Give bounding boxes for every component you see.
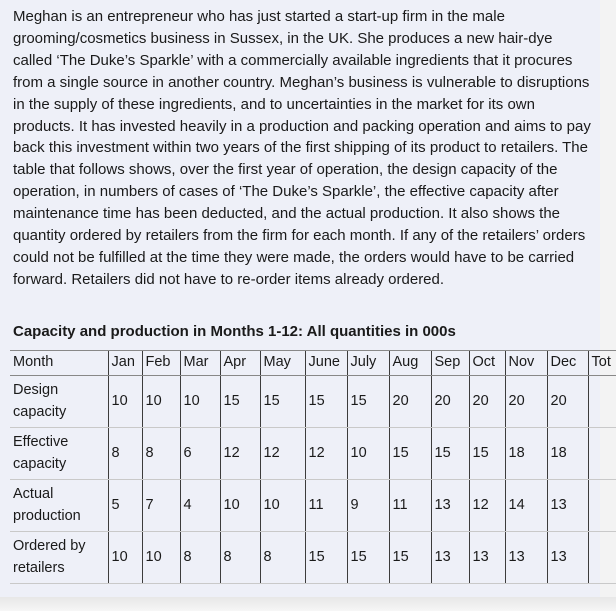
case-passage: Meghan is an entrepreneur who has just started a start-up firm in the male grooming/cosmetics business in Sussex, in the UK. She produces a new hair-dye called ‘The Duke’s Sparkle’ with a commercially available ingredients that it procures from a single source in another country. Meghan’s business is vulnerable to disruptions in the supply of these ingredients, and to uncertainties in the market for its own products. It has invested heavily in a production and packing operation and aims to pay back this investment within two years of the first shipping of its product to retailers. The table that follows shows, over the first year of operation, the design capacity of the operation, in numbers of cases of ‘The Duke’s Sparkle’, the effective capacity after maintenance time has been deducted, and the actual production. It also shows the quantity ordered by retailers from the firm for each month. If any of the retailers’ orders could not be fulfilled at the time they were made, the orders would have to be carried forward. Retailers did not have to re-order items already ordered. (13, 8, 591, 288)
table-cell: 20 (469, 376, 505, 428)
table-cell (588, 532, 616, 584)
table-cell: 13 (431, 480, 469, 532)
table-cell: 18 (505, 428, 547, 480)
table-cell: 20 (505, 376, 547, 428)
table-cell (588, 376, 616, 428)
table-row (10, 532, 616, 584)
table-cell: 10 (142, 532, 180, 584)
table-cell: 10 (347, 428, 389, 480)
table-header-row (10, 351, 616, 376)
table-cell: 20 (431, 376, 469, 428)
header-cell: Month (10, 351, 108, 376)
header-cell: May (260, 351, 305, 376)
header-cell: Feb (142, 351, 180, 376)
table-cell: 9 (347, 480, 389, 532)
table-cell: 15 (431, 428, 469, 480)
header-cell: Jan (108, 351, 142, 376)
header-cell: Oct (469, 351, 505, 376)
table-cell: 20 (389, 376, 431, 428)
table-cell: 10 (220, 480, 260, 532)
table-cell: 15 (260, 376, 305, 428)
table-cell: 15 (220, 376, 260, 428)
table-cell: 8 (108, 428, 142, 480)
table-cell: 13 (547, 532, 588, 584)
table-cell: 15 (347, 376, 389, 428)
table-cell: 20 (547, 376, 588, 428)
table-cell: 15 (389, 532, 431, 584)
header-cell: June (305, 351, 347, 376)
table-cell: 10 (260, 480, 305, 532)
table-cell: 12 (220, 428, 260, 480)
table-cell: 12 (260, 428, 305, 480)
header-cell: Apr (220, 351, 260, 376)
table-cell: 13 (547, 480, 588, 532)
table-cell: 10 (108, 376, 142, 428)
row-label: Ordered by retailers (10, 532, 108, 584)
capacity-table (10, 350, 616, 584)
table-cell: 15 (347, 532, 389, 584)
table-cell: 5 (108, 480, 142, 532)
table-cell: 8 (260, 532, 305, 584)
table-cell: 13 (431, 532, 469, 584)
table-cell: 4 (180, 480, 220, 532)
table-cell: 15 (305, 532, 347, 584)
bottom-edge (0, 597, 616, 611)
table-cell: 6 (180, 428, 220, 480)
table-cell: 12 (469, 480, 505, 532)
table-cell: 10 (142, 376, 180, 428)
table-cell: 15 (389, 428, 431, 480)
table-cell: 8 (180, 532, 220, 584)
table-row (10, 376, 616, 428)
table-cell: 11 (305, 480, 347, 532)
table-cell: 8 (142, 428, 180, 480)
table-title: Capacity and production in Months 1-12: All quantities in 000s (13, 323, 456, 340)
row-label: Design capacity (10, 376, 108, 428)
header-cell: Dec (547, 351, 588, 376)
table-cell: 10 (180, 376, 220, 428)
table-cell: 11 (389, 480, 431, 532)
table-cell: 12 (305, 428, 347, 480)
table-cell (588, 480, 616, 532)
table-cell: 14 (505, 480, 547, 532)
table-cell: 13 (505, 532, 547, 584)
table-cell (588, 428, 616, 480)
table-cell: 15 (469, 428, 505, 480)
header-cell: Mar (180, 351, 220, 376)
header-cell: Aug (389, 351, 431, 376)
header-cell: Tot (588, 351, 616, 376)
row-label: Effective capacity (10, 428, 108, 480)
table-cell: 7 (142, 480, 180, 532)
row-label: Actual production (10, 480, 108, 532)
header-cell: July (347, 351, 389, 376)
header-cell: Nov (505, 351, 547, 376)
header-cell: Sep (431, 351, 469, 376)
table-row (10, 428, 616, 480)
table-cell: 10 (108, 532, 142, 584)
table-cell: 13 (469, 532, 505, 584)
table-cell: 18 (547, 428, 588, 480)
table-row (10, 480, 616, 532)
table-cell: 8 (220, 532, 260, 584)
table-cell: 15 (305, 376, 347, 428)
